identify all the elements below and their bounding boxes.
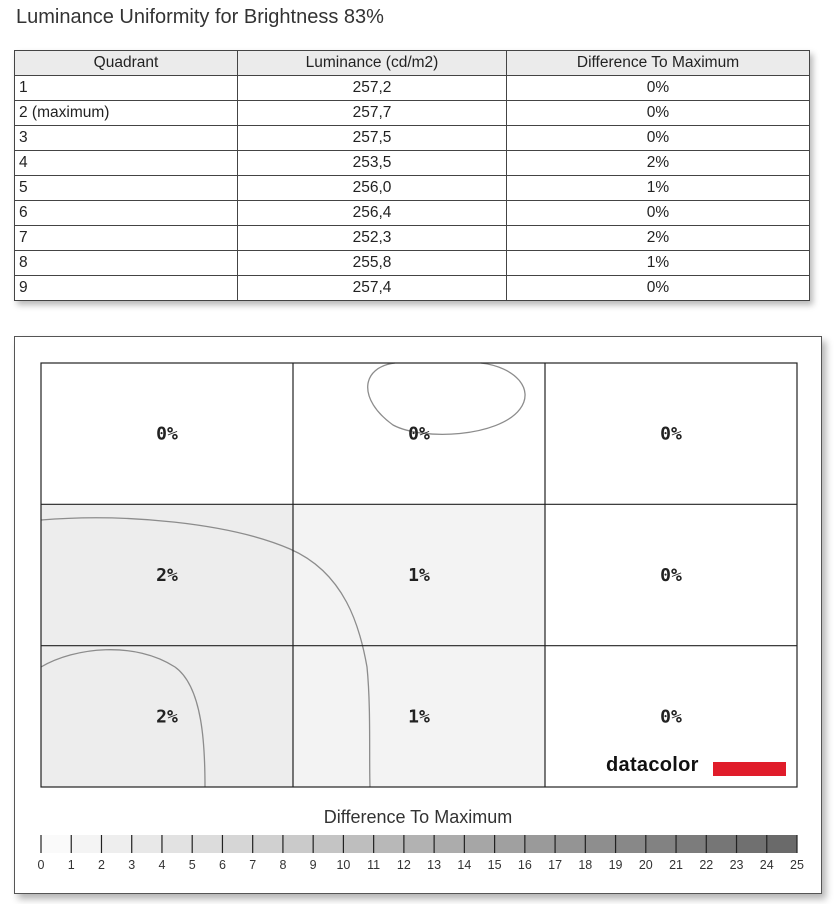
scale-tick-label: 6 xyxy=(218,858,226,872)
scale-tick-label: 17 xyxy=(548,858,563,872)
scale-swatch xyxy=(222,835,252,853)
scale-swatch xyxy=(434,835,464,853)
scale-swatch xyxy=(162,835,192,853)
cell-percent-label: 2% xyxy=(156,565,178,586)
scale-swatch xyxy=(132,835,162,853)
scale-tick-label: 1 xyxy=(67,858,75,872)
cell-quadrant: 9 xyxy=(15,276,238,301)
cell-difference: 2% xyxy=(507,226,810,251)
scale-tick-label: 23 xyxy=(729,858,744,872)
luminance-table-container xyxy=(14,50,810,301)
scale-swatch xyxy=(343,835,373,853)
cell-percent-label: 1% xyxy=(408,565,430,586)
header-luminance: Luminance (cd/m2) xyxy=(238,51,507,76)
cell-quadrant: 4 xyxy=(15,151,238,176)
scale-swatch xyxy=(737,835,767,853)
scale-swatch xyxy=(71,835,101,853)
scale-swatch xyxy=(41,835,71,853)
scale-tick-label: 11 xyxy=(367,858,381,872)
page-title: Luminance Uniformity for Brightness 83% xyxy=(16,6,384,28)
cell-luminance: 256,4 xyxy=(238,201,507,226)
scale-swatch xyxy=(495,835,525,853)
scale-swatch xyxy=(313,835,343,853)
scale-tick-label: 25 xyxy=(790,858,804,872)
scale-tick-label: 0 xyxy=(37,858,45,872)
cell-percent-label: 0% xyxy=(408,423,430,445)
scale-swatch xyxy=(555,835,585,853)
table-row xyxy=(15,201,810,226)
cell-percent-label: 1% xyxy=(408,706,430,728)
scale-swatch xyxy=(374,835,404,853)
scale-swatch xyxy=(585,835,615,853)
cell-difference: 0% xyxy=(507,76,810,101)
cell-difference: 0% xyxy=(507,201,810,226)
scale-tick-label: 8 xyxy=(279,858,287,872)
scale-tick-label: 5 xyxy=(188,858,196,872)
scale-tick-label: 10 xyxy=(336,858,351,872)
scale-tick-label: 20 xyxy=(638,858,653,872)
cell-luminance: 257,7 xyxy=(238,101,507,126)
cell-percent-label: 0% xyxy=(660,565,682,586)
header-quadrant: Quadrant xyxy=(15,51,238,76)
cell-quadrant: 1 xyxy=(15,76,238,101)
luminance-table xyxy=(14,50,810,301)
uniformity-heatmap-panel xyxy=(14,336,822,894)
cell-quadrant: 2 (maximum) xyxy=(15,101,238,126)
scale-swatch xyxy=(283,835,313,853)
table-row xyxy=(15,126,810,151)
scale-swatch xyxy=(646,835,676,853)
cell-difference: 1% xyxy=(507,251,810,276)
cell-difference: 0% xyxy=(507,276,810,301)
cell-luminance: 252,3 xyxy=(238,226,507,251)
cell-luminance: 256,0 xyxy=(238,176,507,201)
scale-swatch xyxy=(192,835,222,853)
scale-swatch xyxy=(404,835,434,853)
cell-quadrant: 5 xyxy=(15,176,238,201)
scale-tick-label: 19 xyxy=(608,858,623,872)
cell-quadrant: 8 xyxy=(15,251,238,276)
scale-tick-label: 16 xyxy=(517,858,532,872)
table-header-row xyxy=(15,51,810,76)
scale-tick-label: 13 xyxy=(427,858,442,872)
scale-tick-label: 15 xyxy=(487,858,502,872)
cell-percent-label: 2% xyxy=(156,706,178,728)
scale-tick-label: 18 xyxy=(578,858,593,872)
datacolor-logo: datacolor xyxy=(606,754,699,776)
scale-tick-label: 7 xyxy=(249,858,257,872)
scale-swatch xyxy=(101,835,131,853)
legend-title: Difference To Maximum xyxy=(323,807,513,827)
scale-tick-label: 3 xyxy=(128,858,136,872)
scale-tick-label: 21 xyxy=(669,858,683,872)
cell-difference: 1% xyxy=(507,176,810,201)
cell-quadrant: 6 xyxy=(15,201,238,226)
cell-luminance: 255,8 xyxy=(238,251,507,276)
scale-swatch xyxy=(616,835,646,853)
scale-swatch xyxy=(767,835,797,853)
scale-tick-label: 12 xyxy=(396,858,411,872)
cell-percent-label: 0% xyxy=(156,423,178,445)
table-row xyxy=(15,276,810,301)
scale-tick-label: 14 xyxy=(457,858,472,872)
scale-tick-label: 9 xyxy=(309,858,317,872)
scale-swatch xyxy=(253,835,283,853)
scale-tick-label: 4 xyxy=(158,858,166,872)
cell-percent-label: 0% xyxy=(660,706,682,728)
table-row xyxy=(15,226,810,251)
table-row xyxy=(15,101,810,126)
scale-tick-label: 22 xyxy=(699,858,714,872)
cell-percent-label: 0% xyxy=(660,423,682,445)
scale-tick-label: 2 xyxy=(98,858,105,872)
table-row xyxy=(15,251,810,276)
cell-difference: 0% xyxy=(507,126,810,151)
scale-swatch xyxy=(706,835,736,853)
datacolor-logo-bar xyxy=(713,762,786,776)
table-row xyxy=(15,76,810,101)
scale-swatch xyxy=(676,835,706,853)
cell-luminance: 257,2 xyxy=(238,76,507,101)
cell-difference: 2% xyxy=(507,151,810,176)
table-row xyxy=(15,151,810,176)
cell-luminance: 257,4 xyxy=(238,276,507,301)
cell-difference: 0% xyxy=(507,101,810,126)
table-row xyxy=(15,176,810,201)
header-difference: Difference To Maximum xyxy=(507,51,810,76)
scale-swatch xyxy=(464,835,494,853)
scale-swatch xyxy=(525,835,555,853)
cell-quadrant: 7 xyxy=(15,226,238,251)
scale-tick-label: 24 xyxy=(759,858,774,872)
cell-luminance: 253,5 xyxy=(238,151,507,176)
cell-luminance: 257,5 xyxy=(238,126,507,151)
cell-quadrant: 3 xyxy=(15,126,238,151)
